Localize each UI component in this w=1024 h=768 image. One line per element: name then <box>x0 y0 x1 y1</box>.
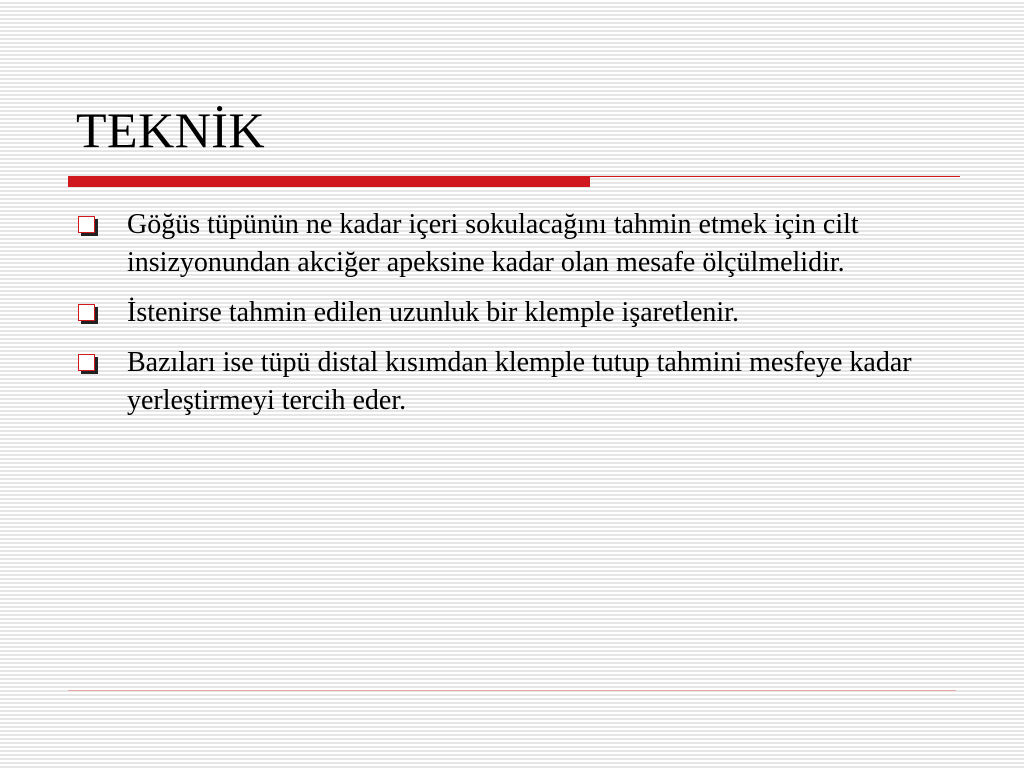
checkbox-square-icon <box>78 354 95 371</box>
title-underline-thin <box>590 176 960 177</box>
bullet-text: İstenirse tahmin edilen uzunluk bir klemple işaretlenir. <box>127 297 739 328</box>
slide-title: TEKNİK <box>76 102 266 158</box>
bullet-item <box>76 344 956 420</box>
footer-divider <box>68 690 956 691</box>
title-underline-thick <box>68 176 590 187</box>
checkbox-square-icon <box>78 304 95 321</box>
bullet-item <box>76 294 956 332</box>
checkbox-square-icon <box>78 216 95 233</box>
bullet-text: Göğüs tüpünün ne kadar içeri sokulacağını tahmin etmek için cilt insizyonundan akciğer apeksine kadar olan mesafe ölçülmelidir. <box>127 209 859 278</box>
bullet-text: Bazıları ise tüpü distal kısımdan klemple tutup tahmini mesfeye kadar yerleştirmeyi tercih eder. <box>127 347 912 416</box>
bullet-list <box>76 206 956 432</box>
bullet-item <box>76 206 956 282</box>
